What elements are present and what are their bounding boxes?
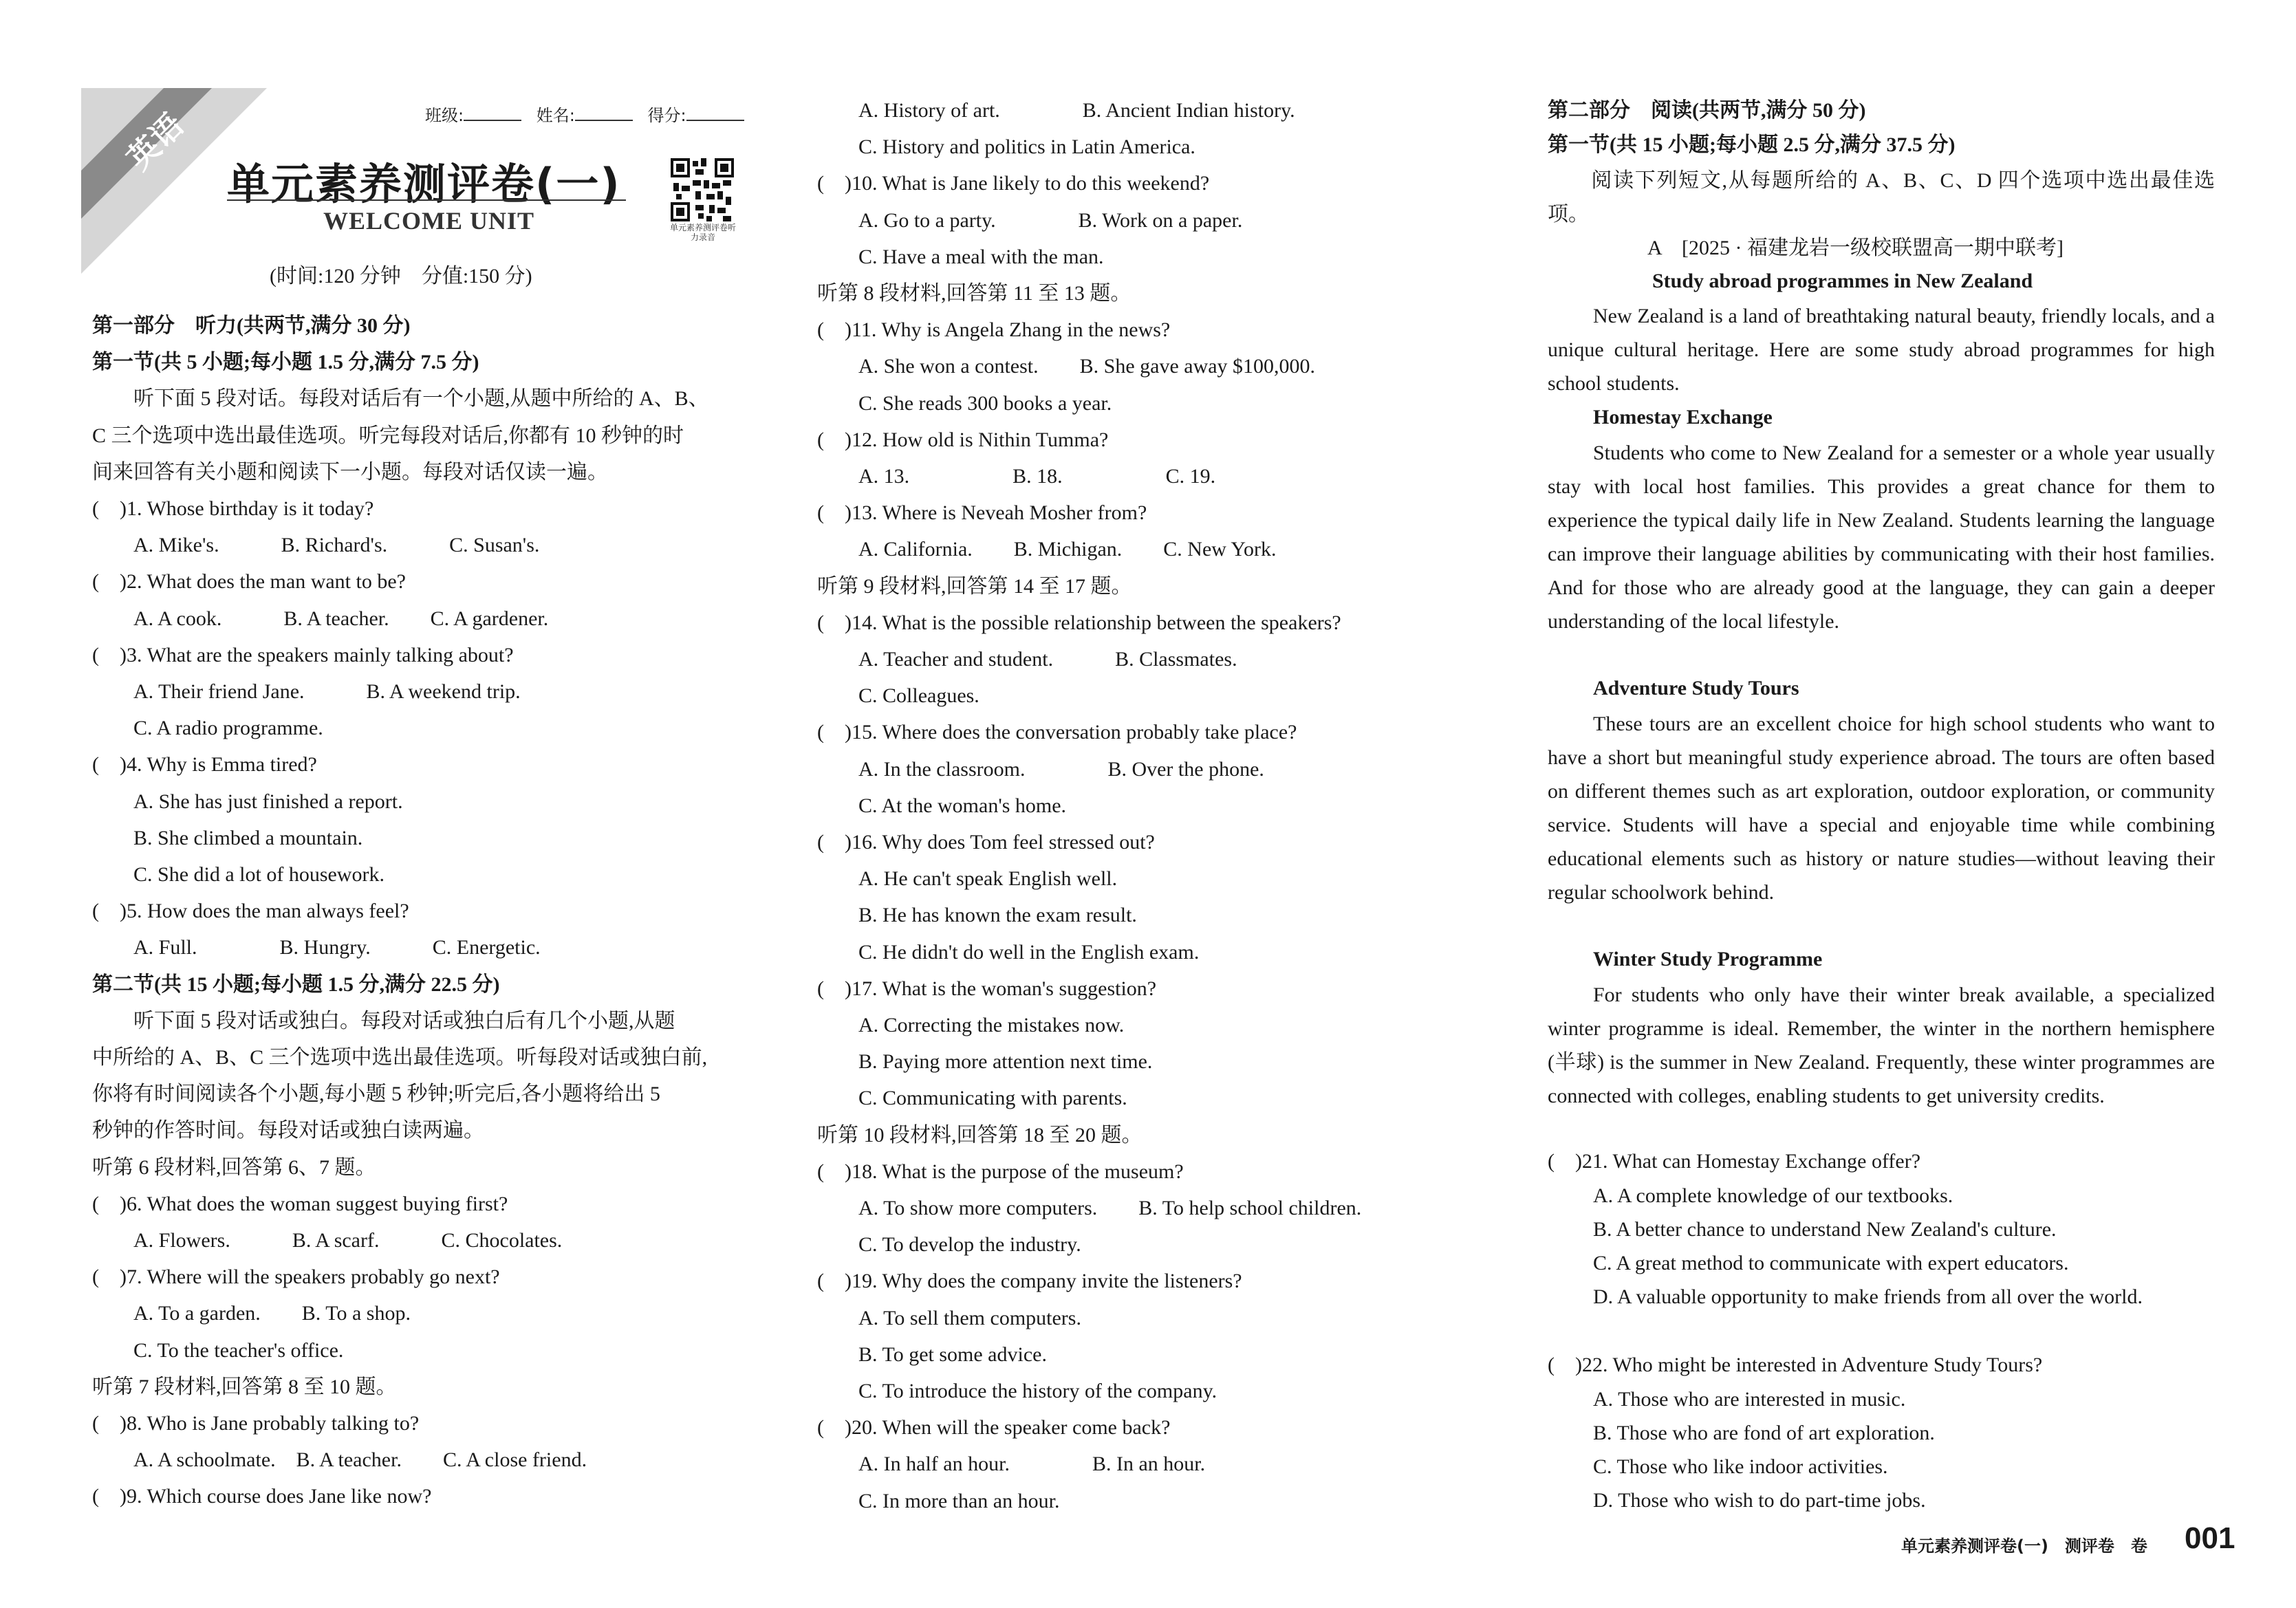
name-blank[interactable] bbox=[575, 120, 633, 121]
passage-paragraph-2: Students who come to New Zealand for a semester or a whole year usually stay with local host families. This provides a great chance for them to experience the typical daily life in New Zealand. Students learning the language can improve their language abilities by communicating with their host families. And for those who are already good at the language, they can gain a deeper understanding of the local lifestyle. bbox=[1548, 442, 2215, 633]
text-line: 听下面 5 段对话。每段对话后有一个小题,从题中所给的 A、B、 bbox=[92, 387, 709, 411]
text-line: C 三个选项中选出最佳选项。听完每段对话后,你都有 10 秒钟的时 bbox=[92, 424, 684, 447]
question-22[interactable]: ( )22. Who might be interested in Adventure Study Tours? bbox=[1548, 1354, 2043, 1376]
text-line: 中所给的 A、B、C 三个选项中选出最佳选项。听每段对话或独白前, bbox=[92, 1046, 708, 1069]
text-line: 听第 10 段材料,回答第 18 至 20 题。 bbox=[817, 1123, 1142, 1147]
passage-paragraph-3: These tours are an excellent choice for high school students who want to have a short but meaningful study experience abroad. The tours are often based on different themes such as art exploration, outdoor exploration, or community service. Students will have a special and enjoyable time while combining educational elements such as history or nature studies—without leaving their regular schoolwork behind. bbox=[1548, 713, 2215, 904]
option-22d[interactable]: D. Those who wish to do part-time jobs. bbox=[1593, 1489, 1926, 1512]
question-line[interactable]: ( )20. When will the speaker come back? bbox=[817, 1416, 1171, 1439]
text-line: B. To get some advice. bbox=[817, 1343, 1047, 1366]
question-line[interactable]: ( )5. How does the man always feel? bbox=[92, 900, 409, 923]
question-line[interactable]: ( )14. What is the possible relationship between the speakers? bbox=[817, 611, 1341, 634]
text-line: A. To sell them computers. bbox=[817, 1306, 1081, 1329]
text-line: 你将有时间阅读各个小题,每小题 5 秒钟;听完后,各小题将给出 5 bbox=[92, 1083, 660, 1106]
part2-heading: 第二部分 阅读(共两节,满分 50 分) bbox=[1548, 99, 1866, 122]
text-line: A. History of art. B. Ancient Indian history. bbox=[817, 99, 1295, 122]
heading-winter: Winter Study Programme bbox=[1593, 948, 1823, 970]
question-line[interactable]: ( )18. What is the purpose of the museum? bbox=[817, 1160, 1184, 1183]
text-line: A. In half an hour. B. In an hour. bbox=[817, 1453, 1206, 1476]
unit-name: WELCOME UNIT bbox=[323, 207, 535, 235]
question-line[interactable]: ( )7. Where will the speakers probably go next? bbox=[92, 1265, 500, 1289]
text-line: B. Paying more attention next time. bbox=[817, 1050, 1153, 1074]
text-line: C. History and politics in Latin America. bbox=[817, 135, 1195, 159]
class-label: 班级: bbox=[425, 106, 464, 125]
text-line: A. She won a contest. B. She gave away $100,000. bbox=[817, 355, 1316, 378]
text-line: A. In the classroom. B. Over the phone. bbox=[817, 757, 1264, 781]
question-line[interactable]: ( )12. How old is Nithin Tumma? bbox=[817, 428, 1109, 451]
question-line[interactable]: ( )15. Where does the conversation probably take place? bbox=[817, 721, 1297, 744]
text-line: C. He didn't do well in the English exam. bbox=[817, 940, 1200, 964]
text-line: C. She reads 300 books a year. bbox=[817, 391, 1112, 415]
question-line[interactable]: ( )10. What is Jane likely to do this weekend? bbox=[817, 172, 1210, 195]
text-line: C. She did a lot of housework. bbox=[92, 863, 385, 886]
text-line: C. In more than an hour. bbox=[817, 1489, 1060, 1512]
question-21[interactable]: ( )21. What can Homestay Exchange offer? bbox=[1548, 1150, 1921, 1173]
text-line: C. To introduce the history of the company. bbox=[817, 1380, 1217, 1402]
text-line: B. He has known the exam result. bbox=[817, 904, 1137, 927]
time-info: (时间:120 分钟 分值:150 分) bbox=[270, 265, 532, 287]
text-line: A. Flowers. B. A scarf. C. Chocolates. bbox=[92, 1229, 563, 1252]
text-line: A. To show more computers. B. To help school children. bbox=[817, 1197, 1362, 1219]
text-line: A. A schoolmate. B. A teacher. C. A close friend. bbox=[92, 1448, 587, 1472]
text-line: A. Their friend Jane. B. A weekend trip. bbox=[92, 680, 521, 703]
option-21c[interactable]: C. A great method to communicate with expert educators. bbox=[1593, 1252, 2069, 1274]
question-line[interactable]: ( )2. What does the man want to be? bbox=[92, 570, 406, 594]
heading-homestay: Homestay Exchange bbox=[1593, 406, 1773, 428]
option-21b[interactable]: B. A better chance to understand New Zealand's culture. bbox=[1593, 1218, 2057, 1241]
text-line: A. Teacher and student. B. Classmates. bbox=[817, 648, 1237, 671]
option-22c[interactable]: C. Those who like indoor activities. bbox=[1593, 1455, 1888, 1478]
text-line: 听第 7 段材料,回答第 8 至 10 题。 bbox=[92, 1375, 397, 1398]
page-title: 单元素养测评卷(一) bbox=[227, 159, 621, 209]
text-line: A. Correcting the mistakes now. bbox=[817, 1014, 1125, 1036]
reading-instructions: 阅读下列短文,从每题所给的 A、B、C、D 四个选项中选出最佳选项。 bbox=[1548, 169, 2215, 226]
qr-caption: 单元素养测评卷听力录音 bbox=[669, 223, 736, 242]
question-line[interactable]: ( )13. Where is Neveah Mosher from? bbox=[817, 501, 1147, 525]
title-underline bbox=[227, 199, 626, 201]
text-line: B. She climbed a mountain. bbox=[92, 826, 363, 849]
question-line[interactable]: ( )19. Why does the company invite the listeners? bbox=[817, 1270, 1242, 1293]
question-line[interactable]: ( )8. Who is Jane probably talking to? bbox=[92, 1412, 420, 1435]
passage-title: Study abroad programmes in New Zealand bbox=[1652, 270, 2033, 292]
qr-code-icon[interactable] bbox=[671, 158, 734, 221]
text-line: A. California. B. Michigan. C. New York. bbox=[817, 538, 1277, 561]
section-heading: 第一节(共 5 小题;每小题 1.5 分,满分 7.5 分) bbox=[92, 351, 479, 374]
text-line: C. Colleagues. bbox=[817, 684, 979, 708]
option-21a[interactable]: A. A complete knowledge of our textbooks. bbox=[1593, 1184, 1953, 1207]
page-number: 001 bbox=[2185, 1521, 2235, 1555]
text-line: 听第 9 段材料,回答第 14 至 17 题。 bbox=[817, 574, 1132, 598]
section-heading: 第二节(共 15 小题;每小题 1.5 分,满分 22.5 分) bbox=[92, 973, 500, 996]
class-blank[interactable] bbox=[464, 120, 521, 121]
text-line: A. Full. B. Hungry. C. Energetic. bbox=[92, 936, 541, 959]
option-21d[interactable]: D. A valuable opportunity to make friends from all over the world. bbox=[1593, 1285, 2143, 1308]
name-label: 姓名: bbox=[536, 106, 575, 125]
section1-heading: 第一节(共 15 小题;每小题 2.5 分,满分 37.5 分) bbox=[1548, 133, 1956, 156]
section-heading: 第一部分 听力(共两节,满分 30 分) bbox=[92, 314, 411, 337]
text-line: A. Mike's. B. Richard's. C. Susan's. bbox=[92, 534, 540, 557]
text-line: A. A cook. B. A teacher. C. A gardener. bbox=[92, 607, 549, 630]
question-line[interactable]: ( )6. What does the woman suggest buying first? bbox=[92, 1192, 508, 1215]
text-line: 听第 8 段材料,回答第 11 至 13 题。 bbox=[817, 282, 1131, 305]
question-line[interactable]: ( )11. Why is Angela Zhang in the news? bbox=[817, 318, 1171, 342]
text-line: A. He can't speak English well. bbox=[817, 867, 1118, 891]
text-line: C. Have a meal with the man. bbox=[817, 245, 1104, 268]
text-line: A. 13. B. 18. C. 19. bbox=[817, 465, 1216, 488]
text-line: C. At the woman's home. bbox=[817, 794, 1067, 817]
text-line: 秒钟的作答时间。每段对话或独白读两遍。 bbox=[92, 1119, 484, 1142]
subject-tag-text: 英语 bbox=[120, 106, 191, 177]
option-22b[interactable]: B. Those who are fond of art exploration. bbox=[1593, 1422, 1935, 1444]
question-line[interactable]: ( )3. What are the speakers mainly talking about? bbox=[92, 643, 514, 666]
text-line: A. She has just finished a report. bbox=[92, 790, 403, 813]
heading-adventure: Adventure Study Tours bbox=[1593, 677, 1799, 699]
student-info-fields bbox=[425, 102, 754, 126]
text-line: C. To the teacher's office. bbox=[92, 1338, 344, 1362]
question-line[interactable]: ( )1. Whose birthday is it today? bbox=[92, 497, 374, 520]
passage-paragraph-1: New Zealand is a land of breathtaking natural beauty, friendly locals, and a unique cultural heritage. Here are some study abroad programmes for high school students. bbox=[1548, 305, 2215, 395]
text-line: 听下面 5 段对话或独白。每段对话或独白后有几个小题,从题 bbox=[92, 1009, 675, 1032]
text-line: A. Go to a party. B. Work on a paper. bbox=[817, 208, 1243, 232]
text-line: C. To develop the industry. bbox=[817, 1233, 1081, 1257]
text-line: C. A radio programme. bbox=[92, 717, 323, 740]
text-line: C. Communicating with parents. bbox=[817, 1087, 1127, 1110]
score-label: 得分: bbox=[647, 106, 686, 125]
question-line[interactable]: ( )9. Which course does Jane like now? bbox=[92, 1485, 432, 1508]
passage-source-tag: A [2025 · 福建龙岩一级校联盟高一期中联考] bbox=[1647, 237, 2064, 259]
footer-label: 单元素养测评卷(一) 测评卷 卷 bbox=[1901, 1536, 2147, 1556]
question-line[interactable]: ( )4. Why is Emma tired? bbox=[92, 753, 317, 776]
question-line[interactable]: ( )16. Why does Tom feel stressed out? bbox=[817, 831, 1155, 854]
text-line: 间来回答有关小题和阅读下一小题。每段对话仅读一遍。 bbox=[92, 460, 608, 484]
text-line: A. To a garden. B. To a shop. bbox=[92, 1302, 411, 1325]
score-blank[interactable] bbox=[686, 120, 744, 121]
passage-paragraph-4: For students who only have their winter break available, a specialized winter programme is ideal. Remember, the winter in the northern hemisphere (半球) is the summer in New Zealand. Frequently, these winter programmes are connected with colleges, enabling students to get university credits. bbox=[1548, 984, 2215, 1107]
question-line[interactable]: ( )17. What is the woman's suggestion? bbox=[817, 977, 1157, 1000]
option-22a[interactable]: A. Those who are interested in music. bbox=[1593, 1388, 1906, 1411]
text-line: 听第 6 段材料,回答第 6、7 题。 bbox=[92, 1155, 376, 1179]
